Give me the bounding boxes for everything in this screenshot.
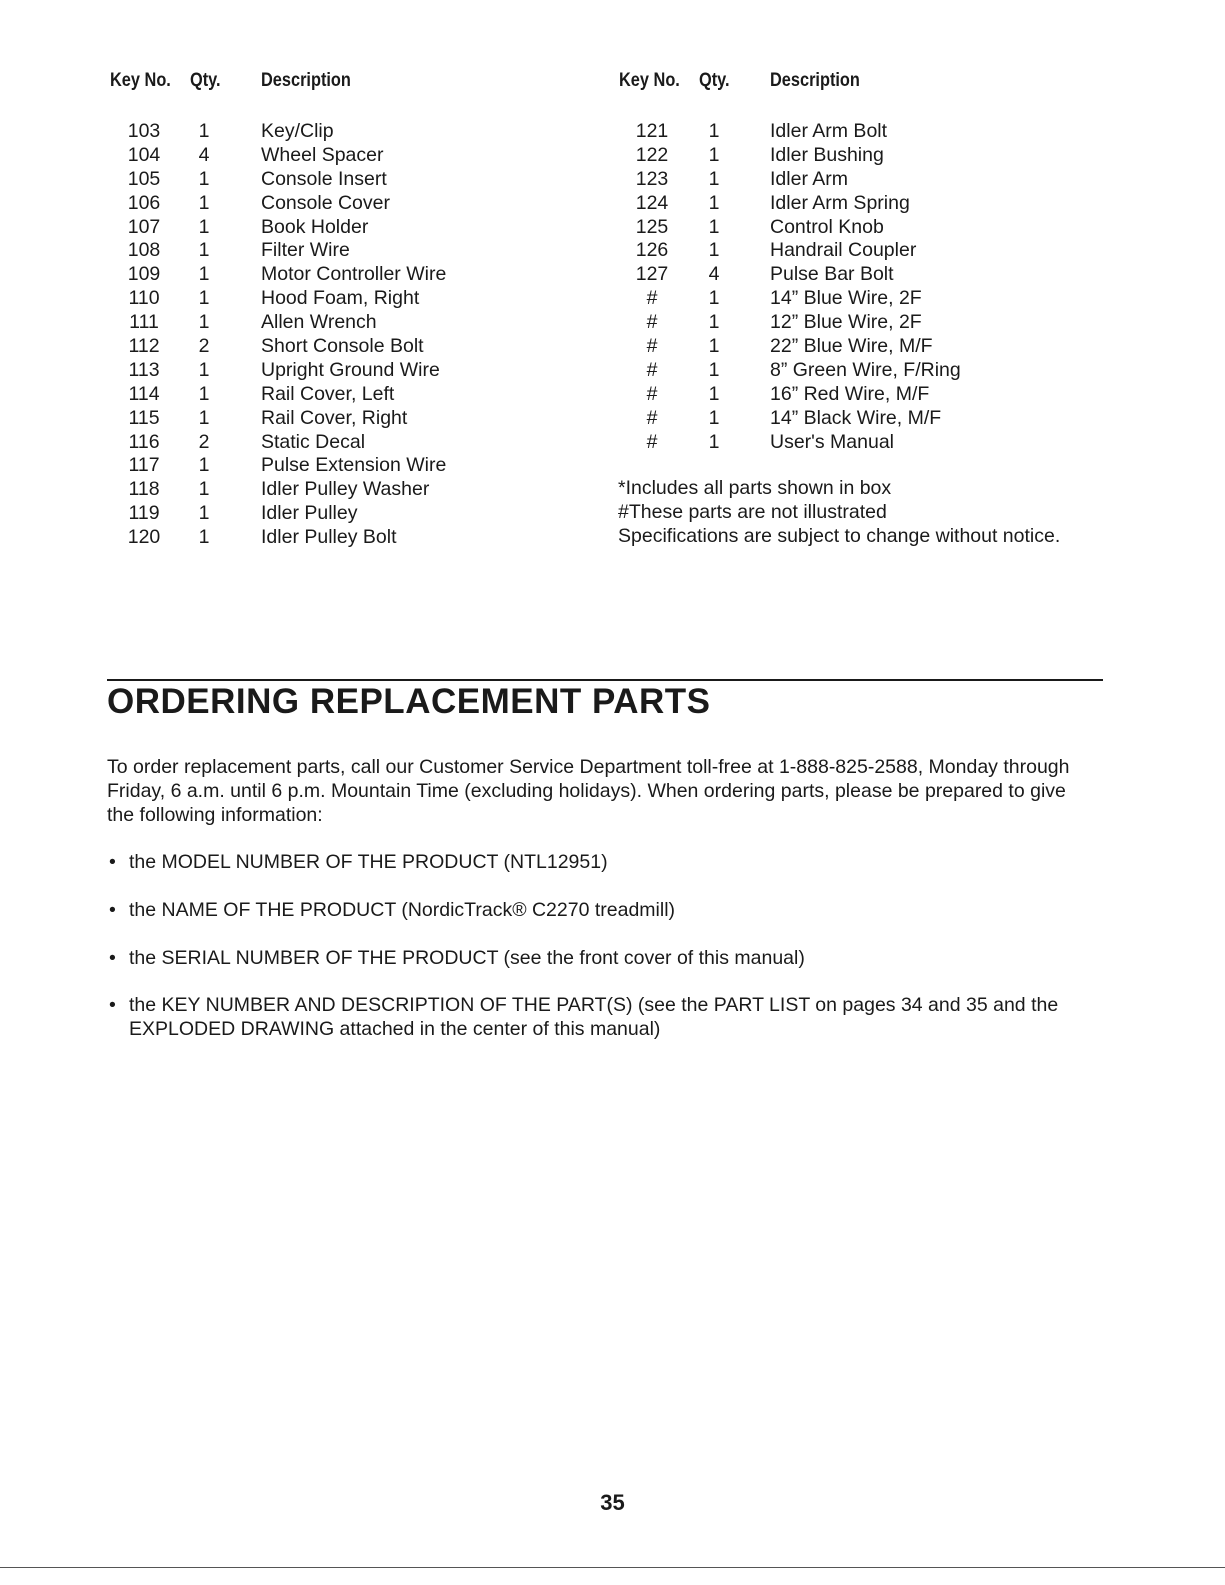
part-description: 16” Red Wire, M/F [770,382,930,405]
note-not-illustrated: #These parts are not illustrated [618,501,887,523]
part-description: Idler Arm [770,167,849,190]
bullet-marker: • [109,899,116,921]
part-description: 8” Green Wire, F/Ring [770,358,961,381]
part-description: Filter Wire [261,239,350,262]
quantity: 1 [708,311,720,334]
quantity: 4 [198,143,210,166]
part-description: Wheel Spacer [261,143,384,166]
quantity: 1 [708,406,720,429]
quantity: 1 [198,263,210,286]
key-number: 114 [128,382,160,405]
part-description: User's Manual [770,430,895,453]
quantity: 1 [198,239,210,262]
section-title: ORDERING REPLACEMENT PARTS [107,682,711,721]
key-number: 125 [635,215,669,238]
quantity: 1 [198,406,210,429]
left-header-key: Key No. [110,70,171,91]
part-description: Idler Arm Bolt [770,120,888,142]
part-description: Idler Bushing [770,143,884,166]
quantity: 1 [708,430,720,453]
page-number: 35 [600,1490,625,1515]
quantity: 1 [198,287,210,310]
key-number: 120 [127,526,161,549]
quantity: 1 [708,239,720,262]
part-description: Short Console Bolt [261,335,424,358]
part-description: Static Decal [261,430,366,453]
key-number: 118 [128,478,160,501]
bullet-text: the NAME OF THE PRODUCT (NordicTrack® C2270 treadmill) [129,899,676,921]
quantity: 1 [198,526,210,549]
key-number: # [646,406,658,429]
key-number: 107 [127,215,161,238]
quantity: 1 [198,120,210,142]
part-description: 14” Blue Wire, 2F [770,287,922,310]
key-number: 126 [635,239,669,262]
part-description: Idler Arm Spring [770,191,910,214]
bullet-marker: • [109,994,116,1016]
part-description: Idler Pulley [261,502,358,525]
quantity: 1 [198,191,210,214]
part-description: Hood Foam, Right [261,287,420,310]
bullet-marker: • [109,947,116,969]
part-description: Idler Pulley Washer [261,478,430,501]
key-number: 104 [127,143,161,166]
key-number: 111 [129,311,159,334]
quantity: 1 [708,215,720,238]
key-number: # [646,335,658,358]
bullet-marker: • [109,851,116,873]
quantity: 1 [198,502,210,525]
quantity: 1 [708,191,720,214]
quantity: 1 [708,382,720,405]
key-number: # [646,311,658,334]
part-description: Idler Pulley Bolt [261,526,397,549]
quantity: 1 [708,167,720,190]
key-number: # [646,358,658,381]
key-number: 123 [635,167,669,190]
part-description: Key/Clip [261,120,334,142]
key-number: 108 [127,239,161,262]
key-number: 113 [128,358,160,381]
quantity: 1 [708,143,720,166]
key-number: 103 [127,120,161,142]
key-number: 119 [128,502,160,525]
left-header-description: Description [261,70,351,91]
quantity: 1 [708,358,720,381]
bullet-product-name [107,898,1097,922]
intro-paragraph: To order replacement parts, call our Customer Service Department toll-free at 1-888-825-2588, Monday through Friday, 6 a.m. until 6 p.m. Mountain Time (excluding holidays). When ordering parts, please be prepared to give the following information: [107,756,1070,826]
key-number: 109 [127,263,161,286]
part-description: Console Cover [261,191,390,214]
bullet-serial-number [107,946,1097,970]
part-description: Upright Ground Wire [261,358,440,381]
bullet-text: the MODEL NUMBER OF THE PRODUCT (NTL12951) [129,851,608,873]
part-description: Pulse Bar Bolt [770,263,894,286]
right-header-qty: Qty. [699,70,730,91]
part-description: Console Insert [261,167,387,190]
left-header-qty: Qty. [190,70,221,91]
quantity: 1 [708,120,720,142]
quantity: 1 [198,454,210,477]
key-number: 127 [635,263,669,286]
quantity: 2 [198,335,210,358]
key-number: 110 [128,287,160,310]
key-number: # [646,287,658,310]
key-number: 115 [128,406,160,429]
key-number: 121 [635,120,669,142]
bottom-rule [0,1567,1225,1568]
key-number: # [646,382,658,405]
part-description: Rail Cover, Left [261,382,395,405]
part-description: 14” Black Wire, M/F [770,406,942,429]
quantity: 1 [198,382,210,405]
part-description: Control Knob [770,215,884,238]
key-number: 117 [128,454,160,477]
bullet-key-number [107,993,1097,1041]
quantity: 4 [708,263,720,286]
part-description: 12” Blue Wire, 2F [770,311,922,334]
key-number: 122 [635,143,669,166]
key-number: 112 [128,335,160,358]
key-number: 106 [127,191,161,214]
note-includes: *Includes all parts shown in box [618,477,892,499]
key-number: # [646,430,658,453]
quantity: 1 [198,478,210,501]
bullet-text: the SERIAL NUMBER OF THE PRODUCT (see the front cover of this manual) [129,947,805,969]
part-description: Allen Wrench [261,311,377,334]
quantity: 1 [708,287,720,310]
part-description: Handrail Coupler [770,239,917,262]
part-description: Motor Controller Wire [261,263,447,286]
quantity: 1 [198,215,210,238]
right-header-key: Key No. [619,70,680,91]
bullet-text: the KEY NUMBER AND DESCRIPTION OF THE PART(S) (see the PART LIST on pages 34 and 35 and the EXPLODED DRAWING attached in the center of this manual) [129,994,1059,1040]
quantity: 1 [708,335,720,358]
quantity: 1 [198,358,210,381]
part-description: Pulse Extension Wire [261,454,447,477]
quantity: 2 [198,430,210,453]
key-number: 116 [128,430,160,453]
key-number: 124 [635,191,669,214]
part-description: 22” Blue Wire, M/F [770,335,933,358]
right-header-description: Description [770,70,860,91]
part-description: Rail Cover, Right [261,406,408,429]
note-specifications: Specifications are subject to change without notice. [618,525,1061,547]
quantity: 1 [198,311,210,334]
section-rule [107,679,1103,681]
key-number: 105 [127,167,161,190]
bullet-model-number [107,850,1097,874]
quantity: 1 [198,167,210,190]
part-description: Book Holder [261,215,369,238]
